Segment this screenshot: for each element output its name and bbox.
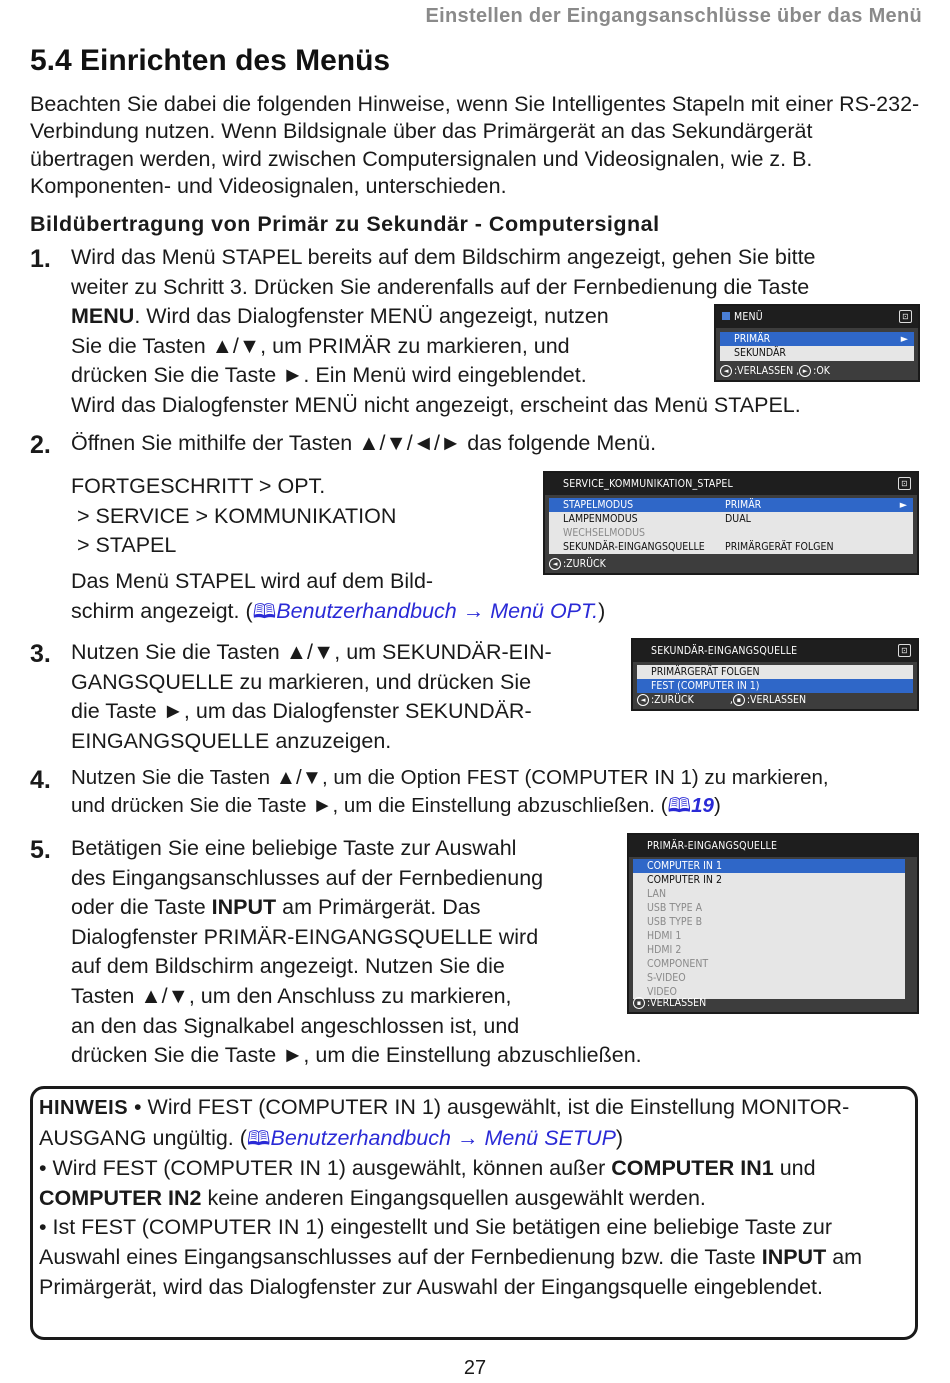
osd-list [549, 498, 913, 554]
step-3-text [71, 638, 631, 756]
osd-title: SERVICE_KOMMUNIKATION_STAPEL [563, 478, 733, 490]
osd-item-selected: FEST (COMPUTER IN 1) [637, 679, 913, 693]
osd-title: PRIMÄR-EINGANGSQUELLE [647, 840, 778, 852]
osd-item-sekundaer: SEKUNDÄR [734, 347, 786, 359]
menu-button-icon: ▪ [733, 694, 745, 706]
step-4-line: Nutzen Sie die Tasten ▲/▼, um die Option FEST (COMPUTER IN 1) zu markieren, [71, 766, 829, 789]
step-5-line: oder die Taste INPUT am Primärgerät. Das [71, 895, 481, 920]
osd-footer: ◄ :VERLASSEN , ► :OK [716, 362, 918, 380]
step-5-line: auf dem Bildschirm angezeigt. Nutzen Sie die [71, 954, 505, 979]
osd-item: USB TYPE A [647, 902, 703, 914]
step-2-text-b [71, 567, 771, 627]
right-button-icon: ► [799, 365, 811, 377]
osd-item: USB TYPE B [647, 916, 703, 928]
osd-item: HDMI 2 [647, 944, 682, 956]
osd-sekundaer-dialog [631, 638, 919, 711]
left-button-icon: ◄ [549, 558, 561, 570]
book-icon: 🕮 [667, 795, 692, 817]
book-icon: 🕮 [246, 1127, 271, 1150]
running-header: Einstellen der Eingangsanschlüsse über das Menü [425, 5, 922, 27]
step-5-line: Dialogfenster PRIMÄR-EINGANGSQUELLE wird [71, 924, 539, 949]
menu-path: > SERVICE > KOMMUNIKATION [71, 503, 397, 528]
book-icon: 🕮 [252, 600, 277, 623]
osd-row: STAPELMODUS PRIMÄR ► [549, 498, 913, 512]
page-number: 27 [463, 1357, 487, 1379]
note-text [39, 1093, 914, 1302]
step-number-4: 4. [30, 766, 51, 794]
menu-button-icon: ▪ [633, 997, 645, 1009]
osd-item: LAN [647, 888, 667, 900]
osd-row: SEKUNDÄR-EINGANGSQUELLE PRIMÄRGERÄT FOLGEN [563, 541, 834, 553]
step-5-line: des Eingangsanschlusses auf der Fernbedienung [71, 865, 544, 890]
step-number-5: 5. [30, 836, 51, 864]
step-number-3: 3. [30, 640, 51, 668]
osd-item: HDMI 1 [647, 930, 682, 942]
osd-primaer-dialog [627, 833, 919, 1014]
input-key: INPUT [211, 895, 277, 920]
left-button-icon: ◄ [637, 694, 649, 706]
osd-item: COMPONENT [647, 958, 709, 970]
step-5-line: Tasten ▲/▼, um den Anschluss zu markieren, [71, 983, 512, 1008]
intro-paragraph: Beachten Sie dabei die folgenden Hinweise, wenn Sie Intelligentes Stapeln mit einer RS-232-Verbindung nutzen. Wenn Bildsignale über das Primärgerät an das Sekundärgerät übertragen werden, wird zwischen Computersignalen und Videosignalen, wie z. B. Komponenten- und Videosignalen, unterschieden. [30, 92, 920, 198]
menu-path: FORTGESCHRITT > OPT. [71, 474, 326, 498]
menu-setup-link[interactable]: Menü SETUP [484, 1125, 616, 1150]
note-paragraph-3: • Ist FEST (COMPUTER IN 1) eingestellt und Sie betätigen eine beliebige Taste zur Auswahl eines Eingangsanschlusses auf der Fernbedienung bzw. die Taste INPUT am Primärgerät, wird das Dialogfenster zur Auswahl der Eingangsquelle eingeblendet. [39, 1215, 863, 1299]
step-2-intro: Öffnen Sie mithilfe der Tasten ▲/▼/◄/► das folgende Menü. [71, 431, 657, 455]
step-2-line: Das Menü STAPEL wird auf dem Bild- [71, 569, 434, 593]
step-1-line: drücken Sie die Taste ►. Ein Menü wird eingeblendet. [71, 363, 587, 388]
note-label: HINWEIS [39, 1097, 129, 1119]
osd-list [637, 665, 913, 693]
step-3-line: EINGANGSQUELLE anzuzeigen. [71, 728, 392, 753]
step-1-line: Wird das Dialogfenster MENÜ nicht angezeigt, erscheint das Menü STAPEL. [71, 392, 801, 417]
menu-path: > STAPEL [71, 533, 177, 558]
osd-item-primaer: PRIMÄR ► [720, 332, 914, 346]
menu-opt-link[interactable]: Menü OPT. [490, 598, 599, 623]
osd-item: COMPUTER IN 2 [647, 874, 722, 886]
osd-item-selected: COMPUTER IN 1 [633, 859, 905, 873]
osd-footer: ◄ :ZURÜCK , ▪ :VERLASSEN [633, 691, 917, 709]
step-2-text [71, 472, 541, 561]
osd-title-bar [629, 835, 917, 857]
osd-title-bar [716, 306, 918, 328]
osd-stapel-dialog [543, 471, 919, 575]
step-3-line: die Taste ►, um das Dialogfenster SEKUNDÄR- [71, 699, 532, 724]
osd-item: VIDEO [647, 986, 677, 998]
subheading: Bildübertragung von Primär zu Sekundär - Computersignal [30, 212, 660, 236]
osd-list [633, 859, 905, 999]
step-number-2: 2. [30, 431, 51, 459]
osd-footer: ▪ :VERLASSEN [629, 994, 917, 1012]
osd-row: LAMPENMODUS DUAL [563, 513, 751, 525]
step-5-line: drücken Sie die Taste ►, um die Einstellung abzuschließen. [71, 1043, 642, 1068]
step-5-line: an den das Signalkabel angeschlossen ist, und [71, 1013, 520, 1038]
menu-key: MENU [71, 304, 135, 329]
close-icon: ⊡ [898, 644, 911, 657]
page-ref-link[interactable]: 19 [691, 794, 714, 817]
manual-link[interactable]: Benutzerhandbuch [276, 598, 457, 623]
step-1-line: weiter zu Schritt 3. Drücken Sie anderenfalls auf der Fernbedienung die Taste [71, 274, 810, 299]
osd-item: S-VIDEO [647, 972, 686, 984]
step-number-1: 1. [30, 245, 51, 273]
step-5-line: Betätigen Sie eine beliebige Taste zur Auswahl [71, 836, 517, 860]
manual-link[interactable]: Benutzerhandbuch [270, 1125, 452, 1150]
step-1-text-span: . Wird das Dialogfenster MENÜ angezeigt, nutzen [134, 304, 609, 329]
step-4-line: und drücken Sie die Taste ►, um die Einstellung abzuschließen. (🕮19) [71, 792, 941, 820]
left-button-icon: ◄ [720, 365, 732, 377]
step-3-line: GANGSQUELLE zu markieren, und drücken Sie [71, 669, 532, 694]
osd-item: PRIMÄRGERÄT FOLGEN [651, 666, 760, 678]
step-2-line: schirm angezeigt. (🕮Benutzerhandbuch → Menü OPT.) [71, 597, 771, 628]
osd-title-bar [545, 473, 917, 495]
step-1-line: Sie die Tasten ▲/▼, um PRIMÄR zu markieren, und [71, 333, 570, 358]
step-4-text [71, 764, 941, 820]
section-title: 5.4 Einrichten des Menüs [30, 44, 391, 77]
osd-title: SEKUNDÄR-EINGANGSQUELLE [651, 645, 798, 657]
close-icon: ⊡ [898, 477, 911, 490]
note-paragraph-1: HINWEIS • Wird FEST (COMPUTER IN 1) ausgewählt, ist die Einstellung MONITOR-AUSGANG ungültig. (🕮Benutzerhandbuch → Menü SETUP) [39, 1093, 914, 1154]
osd-list [720, 332, 914, 361]
osd-footer: ◄ :ZURÜCK [545, 555, 917, 573]
osd-title: MENÜ [734, 311, 763, 323]
note-paragraph-2: • Wird FEST (COMPUTER IN 1) ausgewählt, können außer COMPUTER IN1 und COMPUTER IN2 keine anderen Eingangsquellen ausgewählt werden. [39, 1156, 816, 1210]
osd-menu-dialog [714, 304, 920, 382]
step-3-line: Nutzen Sie die Tasten ▲/▼, um SEKUNDÄR-EIN- [71, 640, 552, 664]
close-icon: ⊡ [899, 310, 912, 323]
osd-row: WECHSELMODUS [563, 527, 646, 539]
osd-title-bar [633, 640, 917, 662]
menu-icon [722, 312, 730, 320]
step-1-line: Wird das Menü STAPEL bereits auf dem Bildschirm angezeigt, gehen Sie bitte [71, 245, 816, 269]
